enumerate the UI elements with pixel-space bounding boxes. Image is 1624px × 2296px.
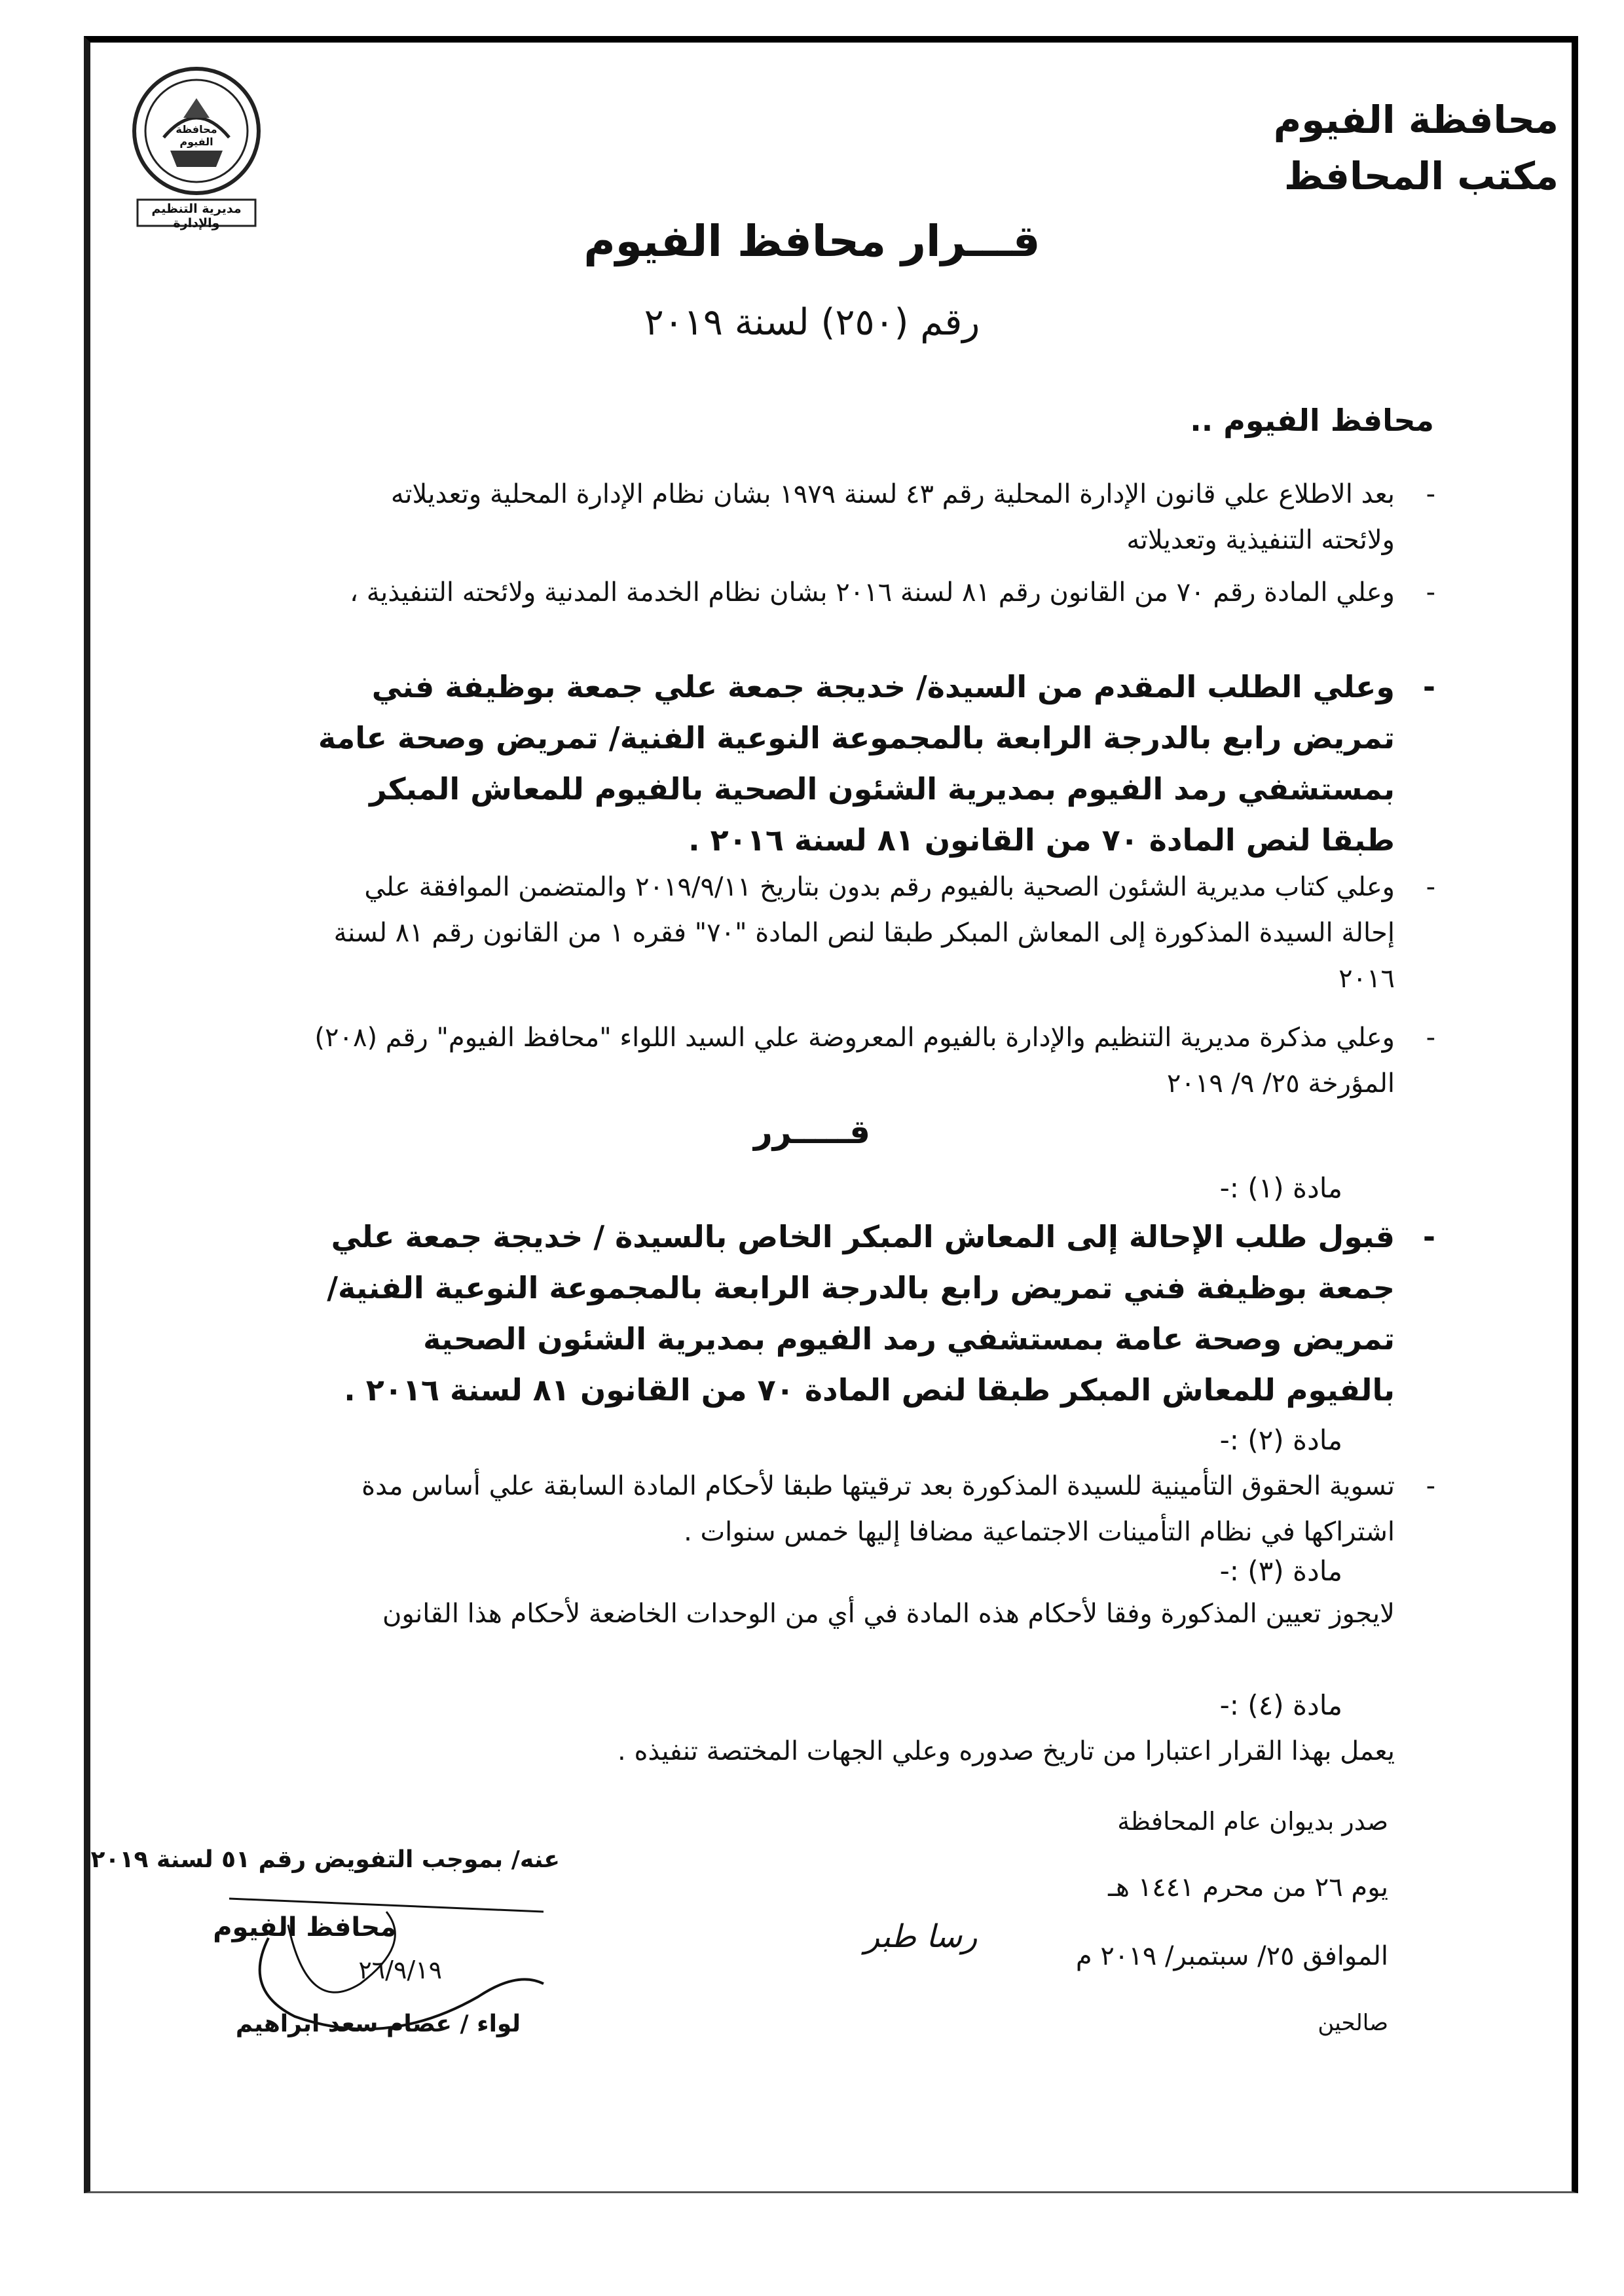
governorate-name: محافظة الفيوم xyxy=(1273,98,1559,142)
bullet-dash: - xyxy=(1422,669,1435,704)
article-body xyxy=(314,1728,1395,1774)
bullet-dash: - xyxy=(1422,1219,1435,1254)
article-text: قبول طلب الإحالة إلى المعاش المبكر الخاص بالسيدة / خديجة جمعة علي جمعة بوظيفة فني تمريض رابع بالدرجة الرابعة بالمجموعة النوعية الفنية/ تمريض وصحة عامة بمستشفي رمد الفيوم بمديرية الشئون الصحية بالفيوم للمعاش المبكر طبقا لنص المادة ٧٠ من القانون ٨١ لسنة ٢٠١٦ . xyxy=(327,1219,1395,1408)
preamble-text: وعلي الطلب المقدم من السيدة/ خديجة جمعة علي جمعة بوظيفة فني تمريض رابع بالدرجة الرابعة بالمجموعة النوعية الفنية/ تمريض وصحة عامة بمستشفي رمد الفيوم بمديرية الشئون الصحية بالفيوم للمعاش المبكر طبقا لنص المادة ٧٠ من القانون ٨١ لسنة ٢٠١٦ . xyxy=(318,669,1395,858)
margin-note: رسا طبر xyxy=(864,1918,978,1955)
issued-at: صدر بديوان عام المحافظة xyxy=(1117,1807,1388,1836)
signer-role: محافظ الفيوم xyxy=(213,1912,396,1942)
article-heading: مادة (٢) :- xyxy=(1219,1424,1342,1456)
bullet-dash: - xyxy=(1426,479,1435,509)
article-text: لايجوز تعيين المذكورة وفقا لأحكام هذه المادة في أي من الوحدات الخاضعة لأحكام هذا القانون xyxy=(382,1599,1395,1629)
delegation-line: عنه/ بموجب التفويض رقم ٥١ لسنة ٢٠١٩ xyxy=(90,1846,560,1873)
governor-heading: محافظ الفيوم .. xyxy=(1190,403,1434,438)
article-text: تسوية الحقوق التأمينية للسيدة المذكورة بعد ترقيتها طبقا لأحكام المادة السابقة علي أساس مدة اشتراكها في نظام التأمينات الاجتماعية مضافا إليها خمس سنوات . xyxy=(361,1471,1395,1547)
gregorian-date: الموافق ٢٥/ سبتمبر/ ٢٠١٩ م xyxy=(1075,1941,1388,1971)
preamble-item xyxy=(314,864,1435,1002)
article-text: يعمل بهذا القرار اعتبارا من تاريخ صدوره وعلي الجهات المختصة تنفيذه . xyxy=(618,1736,1395,1766)
article-heading: مادة (٣) :- xyxy=(1219,1555,1342,1587)
article-body xyxy=(314,1211,1435,1415)
preamble-item xyxy=(314,1015,1435,1106)
clerk-name: صالحين xyxy=(1318,2010,1388,2036)
preamble-text: وعلي كتاب مديرية الشئون الصحية بالفيوم رقم بدون بتاريخ ٢٠١٩/٩/١١ والمتضمن الموافقة علي إحالة السيدة المذكورة إلى المعاش المبكر طبقا لنص المادة "٧٠" فقره ١ من القانون رقم ٨١ لسنة ٢٠١٦ xyxy=(333,872,1395,994)
signer-name: لواء / عصام سعد ابراهيم xyxy=(235,2011,521,2037)
emblem-center-text: محافظة الفيوم xyxy=(175,123,217,148)
preamble-item xyxy=(314,471,1435,563)
emblem-seal xyxy=(118,59,275,236)
preamble-item xyxy=(314,661,1435,866)
bullet-dash: - xyxy=(1426,577,1435,608)
article-heading: مادة (٤) :- xyxy=(1219,1689,1342,1721)
signature-date: ٢٦/٩/١٩ xyxy=(358,1956,442,1984)
article-body xyxy=(314,1463,1435,1555)
emblem-caption: مديرية التنظيم والإدارة xyxy=(151,202,242,230)
bullet-dash: - xyxy=(1426,1471,1435,1501)
signature-scribble xyxy=(216,1886,557,2056)
decree-title: قـــرار محافظ الفيوم xyxy=(583,216,1041,266)
bullet-dash: - xyxy=(1426,1023,1435,1053)
bullet-dash: - xyxy=(1426,872,1435,902)
preamble-text: بعد الاطلاع علي قانون الإدارة المحلية رقم ٤٣ لسنة ١٩٧٩ بشان نظام الإدارة المحلية وتعديلاته ولائحته التنفيذية وتعديلاته xyxy=(390,479,1395,555)
hijri-date: يوم ٢٦ من محرم ١٤٤١ هـ xyxy=(1108,1872,1388,1903)
article-body xyxy=(314,1591,1395,1637)
decree-number: رقم (٢٥٠) لسنة ٢٠١٩ xyxy=(644,301,980,344)
decree-heading: قـــــرر xyxy=(753,1113,871,1151)
article-heading: مادة (١) :- xyxy=(1219,1172,1342,1204)
preamble-item xyxy=(314,570,1435,615)
office-name: مكتب المحافظ xyxy=(1283,154,1559,198)
preamble-text: وعلي المادة رقم ٧٠ من القانون رقم ٨١ لسنة ٢٠١٦ بشان نظام الخدمة المدنية ولائحته التنفيذية ، xyxy=(350,577,1395,608)
header-org xyxy=(1274,92,1559,204)
preamble-text: وعلي مذكرة مديرية التنظيم والإدارة بالفيوم المعروضة علي السيد اللواء "محافظ الفيوم" رقم (٢٠٨) المؤرخة ٢٥/ ٩/ ٢٠١٩ xyxy=(314,1023,1395,1099)
